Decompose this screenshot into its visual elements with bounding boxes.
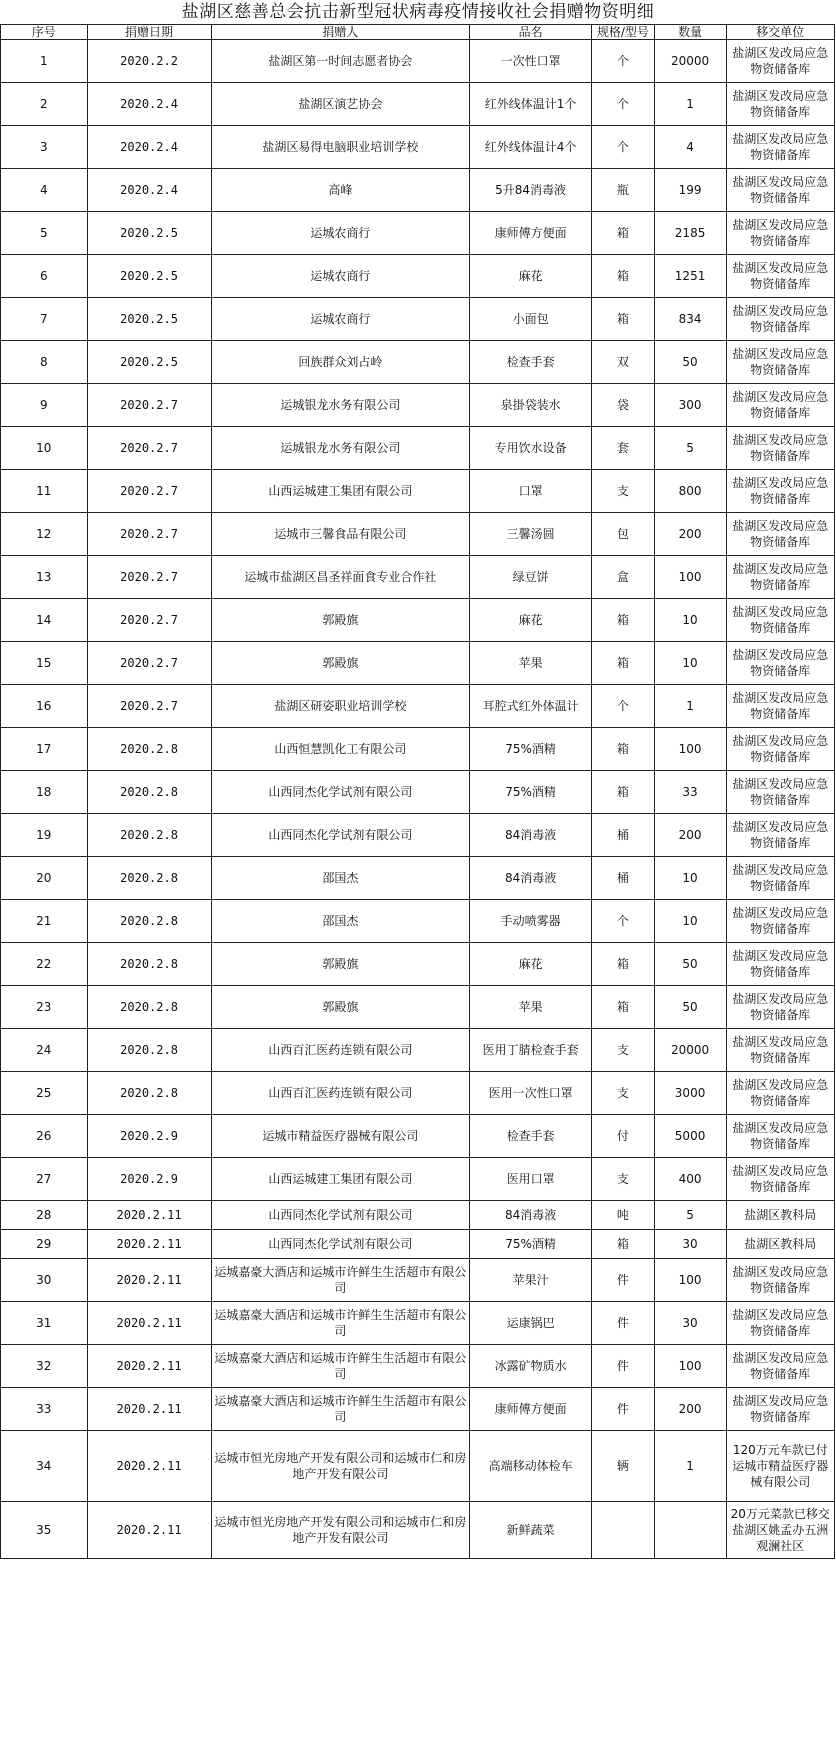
cell-unit: 套 <box>592 427 655 470</box>
cell-unit: 桶 <box>592 857 655 900</box>
cell-index: 23 <box>1 986 88 1029</box>
cell-donor: 盐湖区演艺协会 <box>211 83 470 126</box>
cell-donor: 运城农商行 <box>211 298 470 341</box>
cell-donor: 运城嘉豪大酒店和运城市许鲜生生活超市有限公司 <box>211 1345 470 1388</box>
cell-recipient: 盐湖区发改局应急物资储备库 <box>726 642 834 685</box>
table-row <box>1 169 835 212</box>
cell-index: 17 <box>1 728 88 771</box>
cell-date: 2020.2.11 <box>87 1345 211 1388</box>
cell-recipient: 盐湖区发改局应急物资储备库 <box>726 169 834 212</box>
cell-date: 2020.2.7 <box>87 685 211 728</box>
cell-quantity: 100 <box>654 1345 726 1388</box>
cell-donor: 郭殿旗 <box>211 599 470 642</box>
cell-index: 30 <box>1 1259 88 1302</box>
table-row <box>1 1259 835 1302</box>
cell-donor: 运城嘉豪大酒店和运城市许鲜生生活超市有限公司 <box>211 1302 470 1345</box>
table-row <box>1 341 835 384</box>
cell-index: 25 <box>1 1072 88 1115</box>
col-header-date: 捐赠日期 <box>87 25 211 40</box>
table-row <box>1 1502 835 1559</box>
cell-recipient: 盐湖区教科局 <box>726 1201 834 1230</box>
table-row <box>1 212 835 255</box>
cell-date: 2020.2.8 <box>87 943 211 986</box>
cell-quantity: 834 <box>654 298 726 341</box>
cell-recipient: 盐湖区发改局应急物资储备库 <box>726 556 834 599</box>
cell-donor: 回族群众刘占岭 <box>211 341 470 384</box>
cell-date: 2020.2.9 <box>87 1115 211 1158</box>
cell-item: 医用口罩 <box>470 1158 592 1201</box>
cell-date: 2020.2.8 <box>87 857 211 900</box>
cell-quantity: 100 <box>654 556 726 599</box>
cell-index: 16 <box>1 685 88 728</box>
cell-quantity: 100 <box>654 1259 726 1302</box>
cell-recipient: 盐湖区发改局应急物资储备库 <box>726 1345 834 1388</box>
cell-index: 33 <box>1 1388 88 1431</box>
cell-recipient: 盐湖区发改局应急物资储备库 <box>726 943 834 986</box>
cell-index: 27 <box>1 1158 88 1201</box>
cell-donor: 山西运城建工集团有限公司 <box>211 470 470 513</box>
cell-date: 2020.2.8 <box>87 986 211 1029</box>
cell-quantity: 1 <box>654 1431 726 1502</box>
cell-recipient: 盐湖区发改局应急物资储备库 <box>726 599 834 642</box>
cell-quantity: 2185 <box>654 212 726 255</box>
table-row <box>1 1302 835 1345</box>
table-row <box>1 1115 835 1158</box>
cell-date: 2020.2.11 <box>87 1388 211 1431</box>
cell-unit: 袋 <box>592 384 655 427</box>
cell-index: 9 <box>1 384 88 427</box>
cell-item: 专用饮水设备 <box>470 427 592 470</box>
cell-recipient: 盐湖区发改局应急物资储备库 <box>726 1158 834 1201</box>
cell-item: 苹果 <box>470 986 592 1029</box>
cell-quantity: 3000 <box>654 1072 726 1115</box>
cell-donor: 郭殿旗 <box>211 986 470 1029</box>
cell-donor: 郭殿旗 <box>211 642 470 685</box>
cell-recipient: 20万元菜款已移交盐湖区姚孟办五洲观澜社区 <box>726 1502 834 1559</box>
cell-recipient: 盐湖区发改局应急物资储备库 <box>726 1259 834 1302</box>
cell-recipient: 盐湖区发改局应急物资储备库 <box>726 771 834 814</box>
cell-donor: 运城嘉豪大酒店和运城市许鲜生生活超市有限公司 <box>211 1259 470 1302</box>
cell-donor: 运城市三馨食品有限公司 <box>211 513 470 556</box>
cell-date: 2020.2.7 <box>87 642 211 685</box>
table-row <box>1 642 835 685</box>
cell-item: 绿豆饼 <box>470 556 592 599</box>
donation-table <box>0 24 835 1559</box>
cell-date: 2020.2.8 <box>87 1029 211 1072</box>
cell-index: 6 <box>1 255 88 298</box>
cell-item: 苹果汁 <box>470 1259 592 1302</box>
cell-index: 21 <box>1 900 88 943</box>
cell-item: 口罩 <box>470 470 592 513</box>
cell-unit: 双 <box>592 341 655 384</box>
cell-unit: 支 <box>592 1072 655 1115</box>
cell-index: 15 <box>1 642 88 685</box>
cell-item: 麻花 <box>470 255 592 298</box>
cell-donor: 郭殿旗 <box>211 943 470 986</box>
cell-unit: 个 <box>592 685 655 728</box>
cell-recipient: 盐湖区发改局应急物资储备库 <box>726 384 834 427</box>
table-row <box>1 728 835 771</box>
cell-unit: 支 <box>592 1158 655 1201</box>
cell-quantity: 1 <box>654 685 726 728</box>
cell-donor: 山西同杰化学试剂有限公司 <box>211 771 470 814</box>
cell-unit: 箱 <box>592 1230 655 1259</box>
table-row <box>1 513 835 556</box>
cell-item: 手动喷雾器 <box>470 900 592 943</box>
cell-recipient: 盐湖区发改局应急物资储备库 <box>726 212 834 255</box>
table-row <box>1 1230 835 1259</box>
cell-index: 10 <box>1 427 88 470</box>
cell-donor: 山西运城建工集团有限公司 <box>211 1158 470 1201</box>
cell-quantity: 200 <box>654 1388 726 1431</box>
cell-donor: 高峰 <box>211 169 470 212</box>
cell-index: 13 <box>1 556 88 599</box>
table-row <box>1 1072 835 1115</box>
cell-donor: 山西百汇医药连锁有限公司 <box>211 1072 470 1115</box>
cell-date: 2020.2.8 <box>87 771 211 814</box>
cell-index: 26 <box>1 1115 88 1158</box>
cell-quantity: 33 <box>654 771 726 814</box>
cell-item: 75%酒精 <box>470 728 592 771</box>
cell-unit <box>592 1502 655 1559</box>
cell-item: 冰露矿物质水 <box>470 1345 592 1388</box>
cell-recipient: 盐湖区发改局应急物资储备库 <box>726 1072 834 1115</box>
cell-unit: 个 <box>592 126 655 169</box>
col-header-quantity: 数量 <box>654 25 726 40</box>
cell-donor: 山西同杰化学试剂有限公司 <box>211 814 470 857</box>
table-row <box>1 814 835 857</box>
cell-quantity: 10 <box>654 599 726 642</box>
col-header-unit: 规格/型号 <box>592 25 655 40</box>
cell-quantity: 20000 <box>654 40 726 83</box>
cell-quantity: 300 <box>654 384 726 427</box>
table-row <box>1 83 835 126</box>
cell-item: 75%酒精 <box>470 771 592 814</box>
table-row <box>1 1201 835 1230</box>
cell-item: 检查手套 <box>470 341 592 384</box>
table-header-row <box>1 25 835 40</box>
cell-donor: 邵国杰 <box>211 900 470 943</box>
cell-recipient: 盐湖区发改局应急物资储备库 <box>726 1115 834 1158</box>
cell-date: 2020.2.8 <box>87 728 211 771</box>
cell-quantity: 800 <box>654 470 726 513</box>
cell-item: 一次性口罩 <box>470 40 592 83</box>
cell-unit: 个 <box>592 83 655 126</box>
cell-quantity: 50 <box>654 943 726 986</box>
cell-date: 2020.2.4 <box>87 169 211 212</box>
cell-donor: 山西同杰化学试剂有限公司 <box>211 1201 470 1230</box>
cell-unit: 支 <box>592 1029 655 1072</box>
cell-donor: 盐湖区易得电脑职业培训学校 <box>211 126 470 169</box>
cell-index: 12 <box>1 513 88 556</box>
cell-unit: 件 <box>592 1302 655 1345</box>
cell-recipient: 盐湖区发改局应急物资储备库 <box>726 1302 834 1345</box>
cell-unit: 支 <box>592 470 655 513</box>
cell-item: 小面包 <box>470 298 592 341</box>
cell-date: 2020.2.8 <box>87 1072 211 1115</box>
page-title: 盐湖区慈善总会抗击新型冠状病毒疫情接收社会捐赠物资明细 <box>181 2 655 22</box>
cell-recipient: 盐湖区发改局应急物资储备库 <box>726 298 834 341</box>
cell-unit: 箱 <box>592 255 655 298</box>
cell-index: 31 <box>1 1302 88 1345</box>
cell-donor: 运城银龙水务有限公司 <box>211 384 470 427</box>
cell-date: 2020.2.8 <box>87 900 211 943</box>
cell-item: 康师傅方便面 <box>470 212 592 255</box>
cell-date: 2020.2.11 <box>87 1201 211 1230</box>
cell-quantity: 20000 <box>654 1029 726 1072</box>
table-row <box>1 685 835 728</box>
cell-quantity: 10 <box>654 642 726 685</box>
col-header-item: 品名 <box>470 25 592 40</box>
cell-quantity: 50 <box>654 986 726 1029</box>
cell-date: 2020.2.11 <box>87 1431 211 1502</box>
cell-recipient: 盐湖区发改局应急物资储备库 <box>726 900 834 943</box>
cell-unit: 箱 <box>592 728 655 771</box>
cell-recipient: 盐湖区发改局应急物资储备库 <box>726 986 834 1029</box>
cell-date: 2020.2.8 <box>87 814 211 857</box>
cell-item: 医用一次性口罩 <box>470 1072 592 1115</box>
cell-quantity: 30 <box>654 1230 726 1259</box>
cell-unit: 箱 <box>592 943 655 986</box>
cell-item: 耳腔式红外体温计 <box>470 685 592 728</box>
table-row <box>1 900 835 943</box>
cell-unit: 箱 <box>592 212 655 255</box>
cell-donor: 山西同杰化学试剂有限公司 <box>211 1230 470 1259</box>
cell-unit: 瓶 <box>592 169 655 212</box>
cell-item: 高端移动体检车 <box>470 1431 592 1502</box>
cell-quantity: 50 <box>654 341 726 384</box>
cell-date: 2020.2.4 <box>87 83 211 126</box>
cell-item: 检查手套 <box>470 1115 592 1158</box>
cell-quantity <box>654 1502 726 1559</box>
cell-quantity: 30 <box>654 1302 726 1345</box>
cell-item: 苹果 <box>470 642 592 685</box>
cell-index: 24 <box>1 1029 88 1072</box>
cell-item: 5升84消毒液 <box>470 169 592 212</box>
table-row <box>1 857 835 900</box>
table-row <box>1 298 835 341</box>
cell-index: 5 <box>1 212 88 255</box>
cell-index: 18 <box>1 771 88 814</box>
cell-quantity: 5000 <box>654 1115 726 1158</box>
cell-date: 2020.2.7 <box>87 599 211 642</box>
cell-date: 2020.2.5 <box>87 212 211 255</box>
cell-index: 35 <box>1 1502 88 1559</box>
cell-unit: 包 <box>592 513 655 556</box>
col-header-donor: 捐赠人 <box>211 25 470 40</box>
cell-unit: 个 <box>592 900 655 943</box>
cell-donor: 运城农商行 <box>211 255 470 298</box>
cell-quantity: 1 <box>654 83 726 126</box>
table-row <box>1 1158 835 1201</box>
cell-donor: 运城农商行 <box>211 212 470 255</box>
cell-date: 2020.2.7 <box>87 470 211 513</box>
cell-item: 泉掛袋装水 <box>470 384 592 427</box>
cell-donor: 山西恒慧凯化工有限公司 <box>211 728 470 771</box>
cell-item: 三馨汤圆 <box>470 513 592 556</box>
cell-index: 19 <box>1 814 88 857</box>
cell-index: 1 <box>1 40 88 83</box>
cell-index: 14 <box>1 599 88 642</box>
cell-unit: 吨 <box>592 1201 655 1230</box>
table-body <box>1 40 835 1559</box>
cell-quantity: 200 <box>654 513 726 556</box>
cell-unit: 辆 <box>592 1431 655 1502</box>
cell-recipient: 盐湖区发改局应急物资储备库 <box>726 126 834 169</box>
cell-quantity: 4 <box>654 126 726 169</box>
cell-index: 22 <box>1 943 88 986</box>
cell-date: 2020.2.4 <box>87 126 211 169</box>
cell-unit: 桶 <box>592 814 655 857</box>
cell-date: 2020.2.5 <box>87 341 211 384</box>
cell-donor: 邵国杰 <box>211 857 470 900</box>
cell-index: 34 <box>1 1431 88 1502</box>
cell-unit: 箱 <box>592 771 655 814</box>
cell-quantity: 1251 <box>654 255 726 298</box>
table-row <box>1 427 835 470</box>
cell-item: 康师傅方便面 <box>470 1388 592 1431</box>
cell-unit: 付 <box>592 1115 655 1158</box>
cell-index: 3 <box>1 126 88 169</box>
table-row <box>1 986 835 1029</box>
cell-donor: 盐湖区第一时间志愿者协会 <box>211 40 470 83</box>
cell-donor: 山西百汇医药连锁有限公司 <box>211 1029 470 1072</box>
cell-donor: 运城市盐湖区昌圣祥面食专业合作社 <box>211 556 470 599</box>
cell-unit: 箱 <box>592 642 655 685</box>
cell-date: 2020.2.7 <box>87 384 211 427</box>
cell-unit: 件 <box>592 1259 655 1302</box>
cell-donor: 运城市精益医疗器械有限公司 <box>211 1115 470 1158</box>
cell-recipient: 120万元车款已付运城市精益医疗器械有限公司 <box>726 1431 834 1502</box>
cell-recipient: 盐湖区发改局应急物资储备库 <box>726 255 834 298</box>
cell-quantity: 400 <box>654 1158 726 1201</box>
cell-date: 2020.2.9 <box>87 1158 211 1201</box>
table-row <box>1 255 835 298</box>
cell-date: 2020.2.5 <box>87 298 211 341</box>
cell-recipient: 盐湖区发改局应急物资储备库 <box>726 685 834 728</box>
cell-date: 2020.2.11 <box>87 1502 211 1559</box>
table-row <box>1 1388 835 1431</box>
cell-item: 运康锅巴 <box>470 1302 592 1345</box>
cell-recipient: 盐湖区发改局应急物资储备库 <box>726 513 834 556</box>
cell-recipient: 盐湖区教科局 <box>726 1230 834 1259</box>
table-row <box>1 943 835 986</box>
cell-index: 7 <box>1 298 88 341</box>
cell-donor: 盐湖区研姿职业培训学校 <box>211 685 470 728</box>
cell-recipient: 盐湖区发改局应急物资储备库 <box>726 427 834 470</box>
cell-item: 84消毒液 <box>470 814 592 857</box>
cell-index: 32 <box>1 1345 88 1388</box>
cell-unit: 件 <box>592 1388 655 1431</box>
cell-index: 20 <box>1 857 88 900</box>
cell-quantity: 100 <box>654 728 726 771</box>
table-row <box>1 40 835 83</box>
table-row <box>1 126 835 169</box>
cell-recipient: 盐湖区发改局应急物资储备库 <box>726 341 834 384</box>
cell-quantity: 10 <box>654 857 726 900</box>
cell-unit: 盒 <box>592 556 655 599</box>
cell-index: 11 <box>1 470 88 513</box>
cell-recipient: 盐湖区发改局应急物资储备库 <box>726 1029 834 1072</box>
cell-recipient: 盐湖区发改局应急物资储备库 <box>726 470 834 513</box>
cell-index: 28 <box>1 1201 88 1230</box>
cell-date: 2020.2.11 <box>87 1302 211 1345</box>
cell-quantity: 5 <box>654 427 726 470</box>
cell-item: 84消毒液 <box>470 857 592 900</box>
cell-quantity: 5 <box>654 1201 726 1230</box>
table-row <box>1 556 835 599</box>
table-row <box>1 1431 835 1502</box>
cell-unit: 箱 <box>592 599 655 642</box>
col-header-index: 序号 <box>1 25 88 40</box>
table-row <box>1 1345 835 1388</box>
cell-item: 红外线体温计4个 <box>470 126 592 169</box>
cell-date: 2020.2.7 <box>87 556 211 599</box>
cell-item: 医用丁腈检查手套 <box>470 1029 592 1072</box>
cell-quantity: 200 <box>654 814 726 857</box>
cell-item: 红外线体温计1个 <box>470 83 592 126</box>
cell-donor: 运城市恒光房地产开发有限公司和运城市仁和房地产开发有限公司 <box>211 1502 470 1559</box>
cell-unit: 件 <box>592 1345 655 1388</box>
cell-recipient: 盐湖区发改局应急物资储备库 <box>726 40 834 83</box>
cell-date: 2020.2.7 <box>87 513 211 556</box>
cell-date: 2020.2.2 <box>87 40 211 83</box>
cell-unit: 箱 <box>592 298 655 341</box>
cell-recipient: 盐湖区发改局应急物资储备库 <box>726 814 834 857</box>
cell-index: 29 <box>1 1230 88 1259</box>
table-row <box>1 771 835 814</box>
table-row <box>1 1029 835 1072</box>
cell-item: 麻花 <box>470 943 592 986</box>
table-row <box>1 384 835 427</box>
cell-date: 2020.2.11 <box>87 1230 211 1259</box>
cell-item: 麻花 <box>470 599 592 642</box>
table-row <box>1 599 835 642</box>
cell-item: 75%酒精 <box>470 1230 592 1259</box>
col-header-recipient: 移交单位 <box>726 25 834 40</box>
cell-index: 2 <box>1 83 88 126</box>
cell-recipient: 盐湖区发改局应急物资储备库 <box>726 1388 834 1431</box>
cell-recipient: 盐湖区发改局应急物资储备库 <box>726 728 834 771</box>
cell-recipient: 盐湖区发改局应急物资储备库 <box>726 857 834 900</box>
cell-date: 2020.2.11 <box>87 1259 211 1302</box>
cell-index: 4 <box>1 169 88 212</box>
cell-date: 2020.2.5 <box>87 255 211 298</box>
cell-unit: 个 <box>592 40 655 83</box>
cell-donor: 运城嘉豪大酒店和运城市许鲜生生活超市有限公司 <box>211 1388 470 1431</box>
cell-index: 8 <box>1 341 88 384</box>
cell-item: 84消毒液 <box>470 1201 592 1230</box>
table-row <box>1 470 835 513</box>
cell-unit: 箱 <box>592 986 655 1029</box>
cell-quantity: 10 <box>654 900 726 943</box>
cell-item: 新鲜蔬菜 <box>470 1502 592 1559</box>
cell-date: 2020.2.7 <box>87 427 211 470</box>
cell-recipient: 盐湖区发改局应急物资储备库 <box>726 83 834 126</box>
cell-donor: 运城市恒光房地产开发有限公司和运城市仁和房地产开发有限公司 <box>211 1431 470 1502</box>
cell-quantity: 199 <box>654 169 726 212</box>
cell-donor: 运城银龙水务有限公司 <box>211 427 470 470</box>
